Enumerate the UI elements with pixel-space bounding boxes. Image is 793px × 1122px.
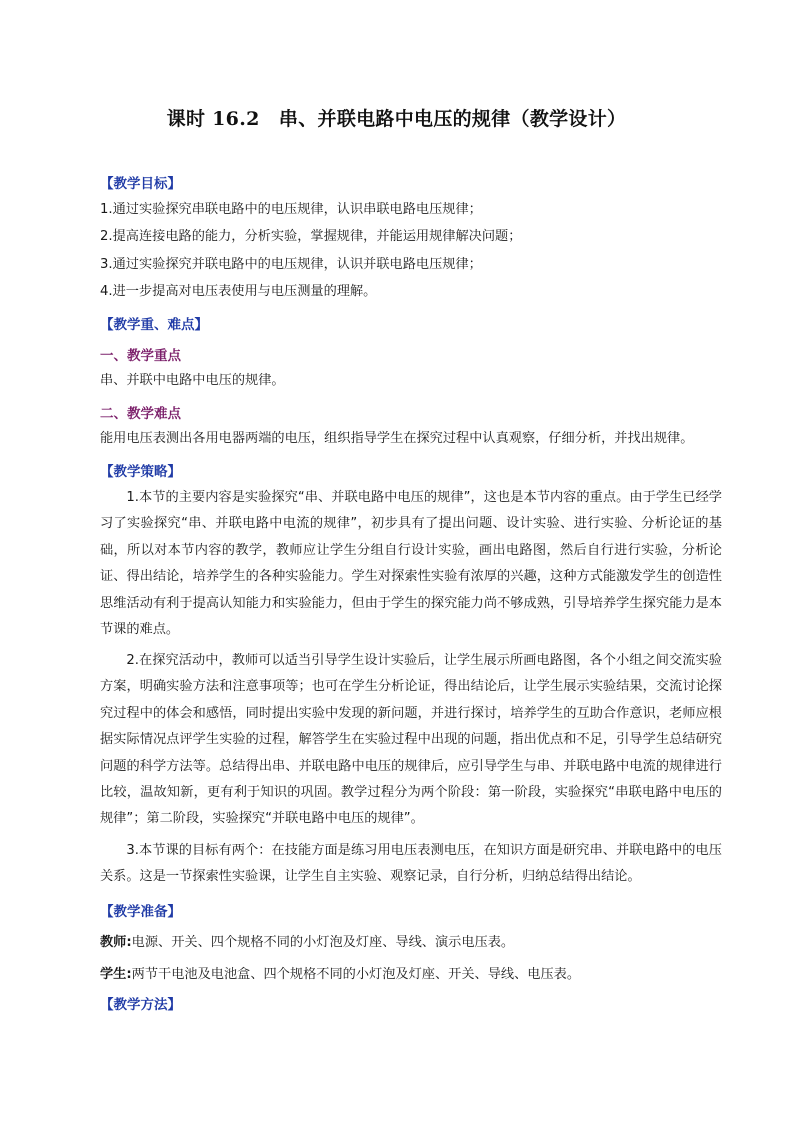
method-heading: 【教学方法】 (100, 997, 181, 1013)
key-points-heading: 【教学重、难点】 (100, 317, 208, 333)
objective-item-4: 4.进一步提高对电压表使用与电压测量的理解。 (100, 284, 377, 299)
teacher-preparation (100, 934, 514, 952)
objective-item-3: 3.通过实验探究并联电路中的电压规律，认识并联电路电压规律； (100, 257, 482, 272)
page-title: 课时 16.2 串、并联电路中电压的规律（教学设计） (166, 108, 627, 130)
focus-heading: 一、教学重点 (100, 348, 181, 364)
strategy-paragraph-3: 3.本节课的目标有两个：在技能方面是练习用电压表测电压，在知识方面是研究串、并联电路中的电压关系。这是一节探索性实验课，让学生自主实验、观察记录，自行分析，归纳总结得出结论。 (100, 843, 722, 885)
strategy-paragraph-2: 2.在探究活动中，教师可以适当引导学生设计实验后，让学生展示所画电路图，各个小组之间交流实验方案，明确实验方法和注意事项等；也可在学生分析论证，得出结论后，让学生展示实验结果，交流讨论探究过程中的体会和感悟，同时提出实验中发现的新问题，并进行探讨，培养学生的互助合作意识，老师应根据实际情况点评学生实验的过程，解答学生在实验过程中出现的问题，指出优点和不足，引导学生总结研究问题的科学方法等。总结得出串、并联电路中电压的规律后，应引导学生与串、并联电路中电流的规律进行比较，温故知新，更有利于知识的巩固。教学过程分为两个阶段：第一阶段，实验探究“串联电路中电压的规律”；第二阶段，实验探究“并联电路中电压的规律”。 (100, 653, 722, 827)
student-preparation (100, 966, 580, 984)
strategy-heading: 【教学策略】 (100, 464, 181, 480)
focus-text: 串、并联中电路中电压的规律。 (100, 373, 285, 388)
objective-item-2: 2.提高连接电路的能力，分析实验，掌握规律，并能运用规律解决问题； (100, 229, 522, 244)
student-text: 两节干电池及电池盒、四个规格不同的小灯泡及灯座、开关、导线、电压表。 (131, 967, 581, 982)
preparation-heading: 【教学准备】 (100, 904, 181, 920)
teacher-text: 电源、开关、四个规格不同的小灯泡及灯座、导线、演示电压表。 (131, 935, 515, 950)
teacher-label: 教师: (100, 935, 132, 950)
difficulty-text: 能用电压表测出各用电器两端的电压，组织指导学生在探究过程中认真观察，仔细分析，并找出规律。 (100, 431, 694, 446)
strategy-paragraph-1: 1.本节的主要内容是实验探究“串、并联电路中电压的规律”，这也是本节内容的重点。由于学生已经学习了实验探究“串、并联电路中电流的规律”，初步具有了提出问题、设计实验、进行实验、分析论证的基础，所以对本节内容的教学，教师应让学生分组自行设计实验，画出电路图，然后自行进行实验，分析论证、得出结论，培养学生的各种实验能力。学生对探索性实验有浓厚的兴趣，这种方式能激发学生的创造性思维活动有利于提高认知能力和实验能力，但由于学生的探究能力尚不够成熟，引导培养学生探究能力是本节课的难点。 (100, 490, 722, 638)
student-label: 学生: (100, 967, 132, 982)
difficulty-heading: 二、教学难点 (100, 406, 181, 422)
objective-item-1: 1.通过实验探究串联电路中的电压规律，认识串联电路电压规律； (100, 202, 482, 217)
objectives-heading: 【教学目标】 (100, 176, 181, 192)
